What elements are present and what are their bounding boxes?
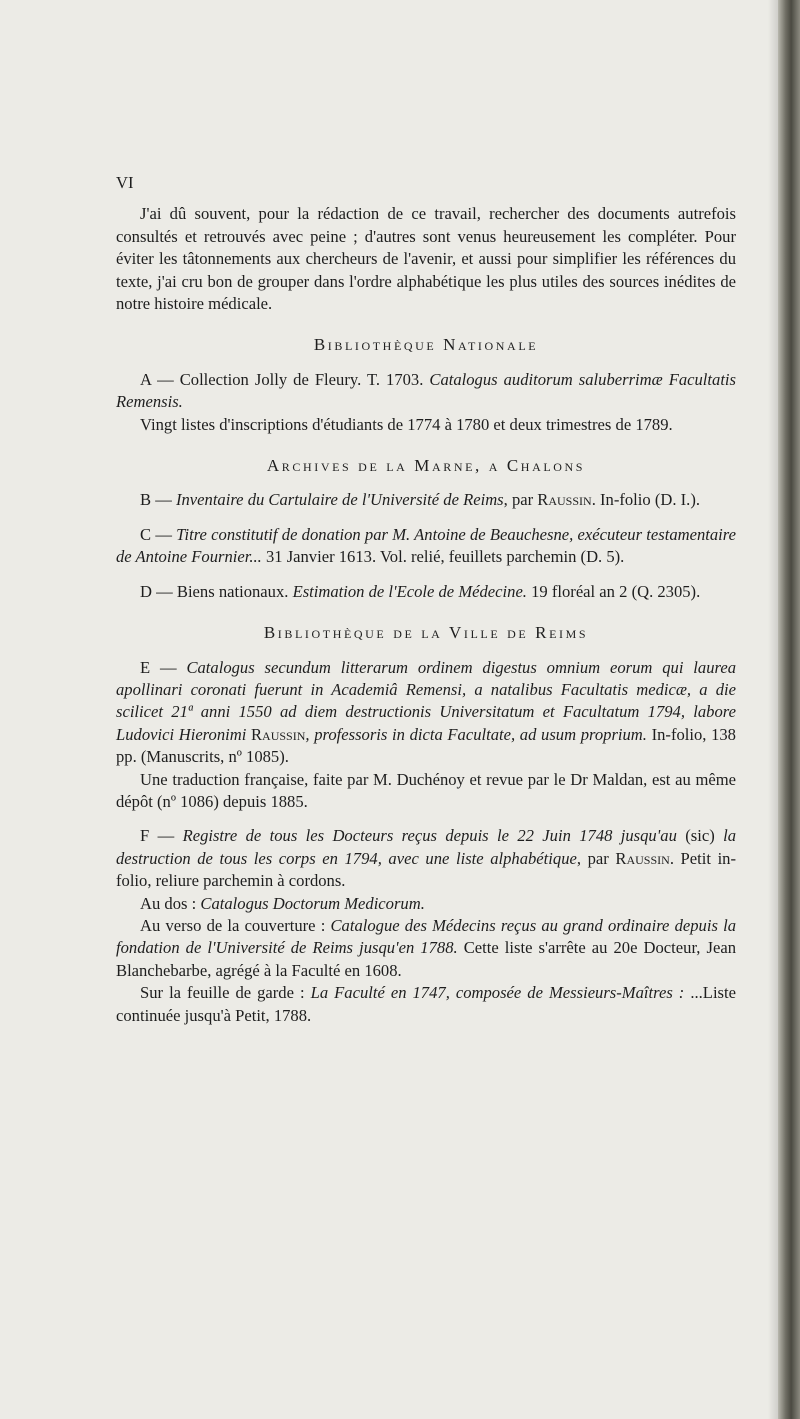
heading-bibliotheque-nationale: Bibliothèque Nationale: [313, 335, 539, 355]
intro-paragraph: J'ai dû souvent, pour la rédaction de ce travail, rechercher des documents autrefois consultés et retrouvés avec peine ; d'autres sont venus heureusement les compléter. Pour éviter les tâtonnements aux chercheurs de l'avenir, et aussi pour simplifier les références du texte, j'ai cru bon de grouper dans l'ordre alphabétique les plus utiles des sources inédites de notre histoire médicale.: [116, 204, 736, 314]
heading-bibliotheque-reims: Bibliothèque de la Ville de Reims: [263, 623, 589, 643]
entry-letter: B: [140, 490, 152, 510]
entry-author: Raussin: [250, 724, 306, 744]
entry-letter: D: [140, 581, 152, 601]
entry-letter: A: [140, 369, 152, 389]
entry-author: Raussin: [537, 490, 592, 510]
entry-letter: E: [140, 657, 151, 677]
entry-title: Inventaire du Cartulaire de l'Université de Reims: [175, 490, 504, 510]
entry-f-verso: Au verso de la couverture : Catalogue des Médecins reçus au grand ordinaire depuis la fondation de l'Université de Reims jusqu'en 1788. Cette liste s'arrête au 20e Docteur, Jean Blanchebarbe, agrégé à la Faculté en 1608.: [116, 915, 736, 980]
entry-title: Titre constitutif de donation par M. Antoine de Beauchesne, exécuteur testamentaire de Antoine Fournier...: [116, 524, 736, 567]
folio: VI: [116, 173, 134, 192]
entry-title: Registre de tous les Docteurs reçus depuis le 22 Juin 1748 jusqu'au: [182, 826, 677, 846]
entry-e-note: Une traduction française, faite par M. Duchénoy et revue par le Dr Maldan, est au même dépôt (nº 1086) depuis 1885.: [116, 769, 736, 811]
entry-d: D — Biens nationaux. Estimation de l'Ecole de Médecine. 19 floréal an 2 (Q. 2305).: [140, 581, 701, 601]
entry-letter: C: [140, 524, 152, 544]
entry-author: Raussin: [615, 848, 670, 868]
entry-title: Catalogus secundum litterarum ordinem digestus omnium eorum qui laurea apollinari coronati fuerunt in Academiâ Remensi, a natalibus Facultatis medicæ, a die scilicet 21ª anni 1550 ad diem destructionis Universitatum et Facultatum 1794, labore Ludovici Hieronimi: [116, 657, 736, 744]
page-gutter-shadow: [768, 0, 778, 1419]
entry-b: B — Inventaire du Cartulaire de l'Université de Reims, par Raussin. In-folio (D. I.).: [140, 490, 700, 510]
entry-e: E — Catalogus secundum litterarum ordinem digestus omnium eorum qui laurea apollinari coronati fuerunt in Academiâ Remensi, a natalibus Facultatis medicæ, a die scilicet 21ª anni 1550 ad diem destructionis Universitatum et Facultatum 1794, labore Ludovici Hieronimi Raussin, professoris in dicta Facultate, ad usum proprium. In-folio, 138 pp. (Manuscrits, nº 1085).: [116, 657, 736, 767]
entry-a: A — Collection Jolly de Fleury. T. 1703. Catalogus auditorum saluberrimæ Facultatis Remensis.: [116, 369, 737, 412]
entry-letter: F: [140, 826, 150, 846]
entry-c: C — Titre constitutif de donation par M. Antoine de Beauchesne, exécuteur testamentaire de Antoine Fournier... 31 Janvier 1613. Vol. relié, feuillets parchemin (D. 5).: [116, 524, 736, 567]
book-edge: [778, 0, 800, 1419]
page-text: [116, 172, 736, 1027]
heading-archives-marne: Archives de la Marne, a Chalons: [266, 456, 586, 476]
entry-title: Estimation de l'Ecole de Médecine.: [292, 581, 527, 601]
entry-a-note: Vingt listes d'inscriptions d'étudiants de 1774 à 1780 et deux trimestres de 1789.: [140, 414, 673, 434]
entry-title: Catalogus auditorum saluberrimæ Facultatis Remensis.: [116, 369, 737, 412]
entry-f-garde: Sur la feuille de garde : La Faculté en 1747, composée de Messieurs-Maîtres : ...Liste continuée jusqu'à Petit, 1788.: [116, 983, 736, 1025]
entry-f-dos: Au dos : Catalogus Doctorum Medicorum.: [140, 893, 425, 913]
entry-f: F — Registre de tous les Docteurs reçus depuis le 22 Juin 1748 jusqu'au (sic) la destruction de tous les corps en 1794, avec une liste alphabétique, par Raussin. Petit in-folio, reliure parchemin à cordons.: [116, 826, 737, 891]
